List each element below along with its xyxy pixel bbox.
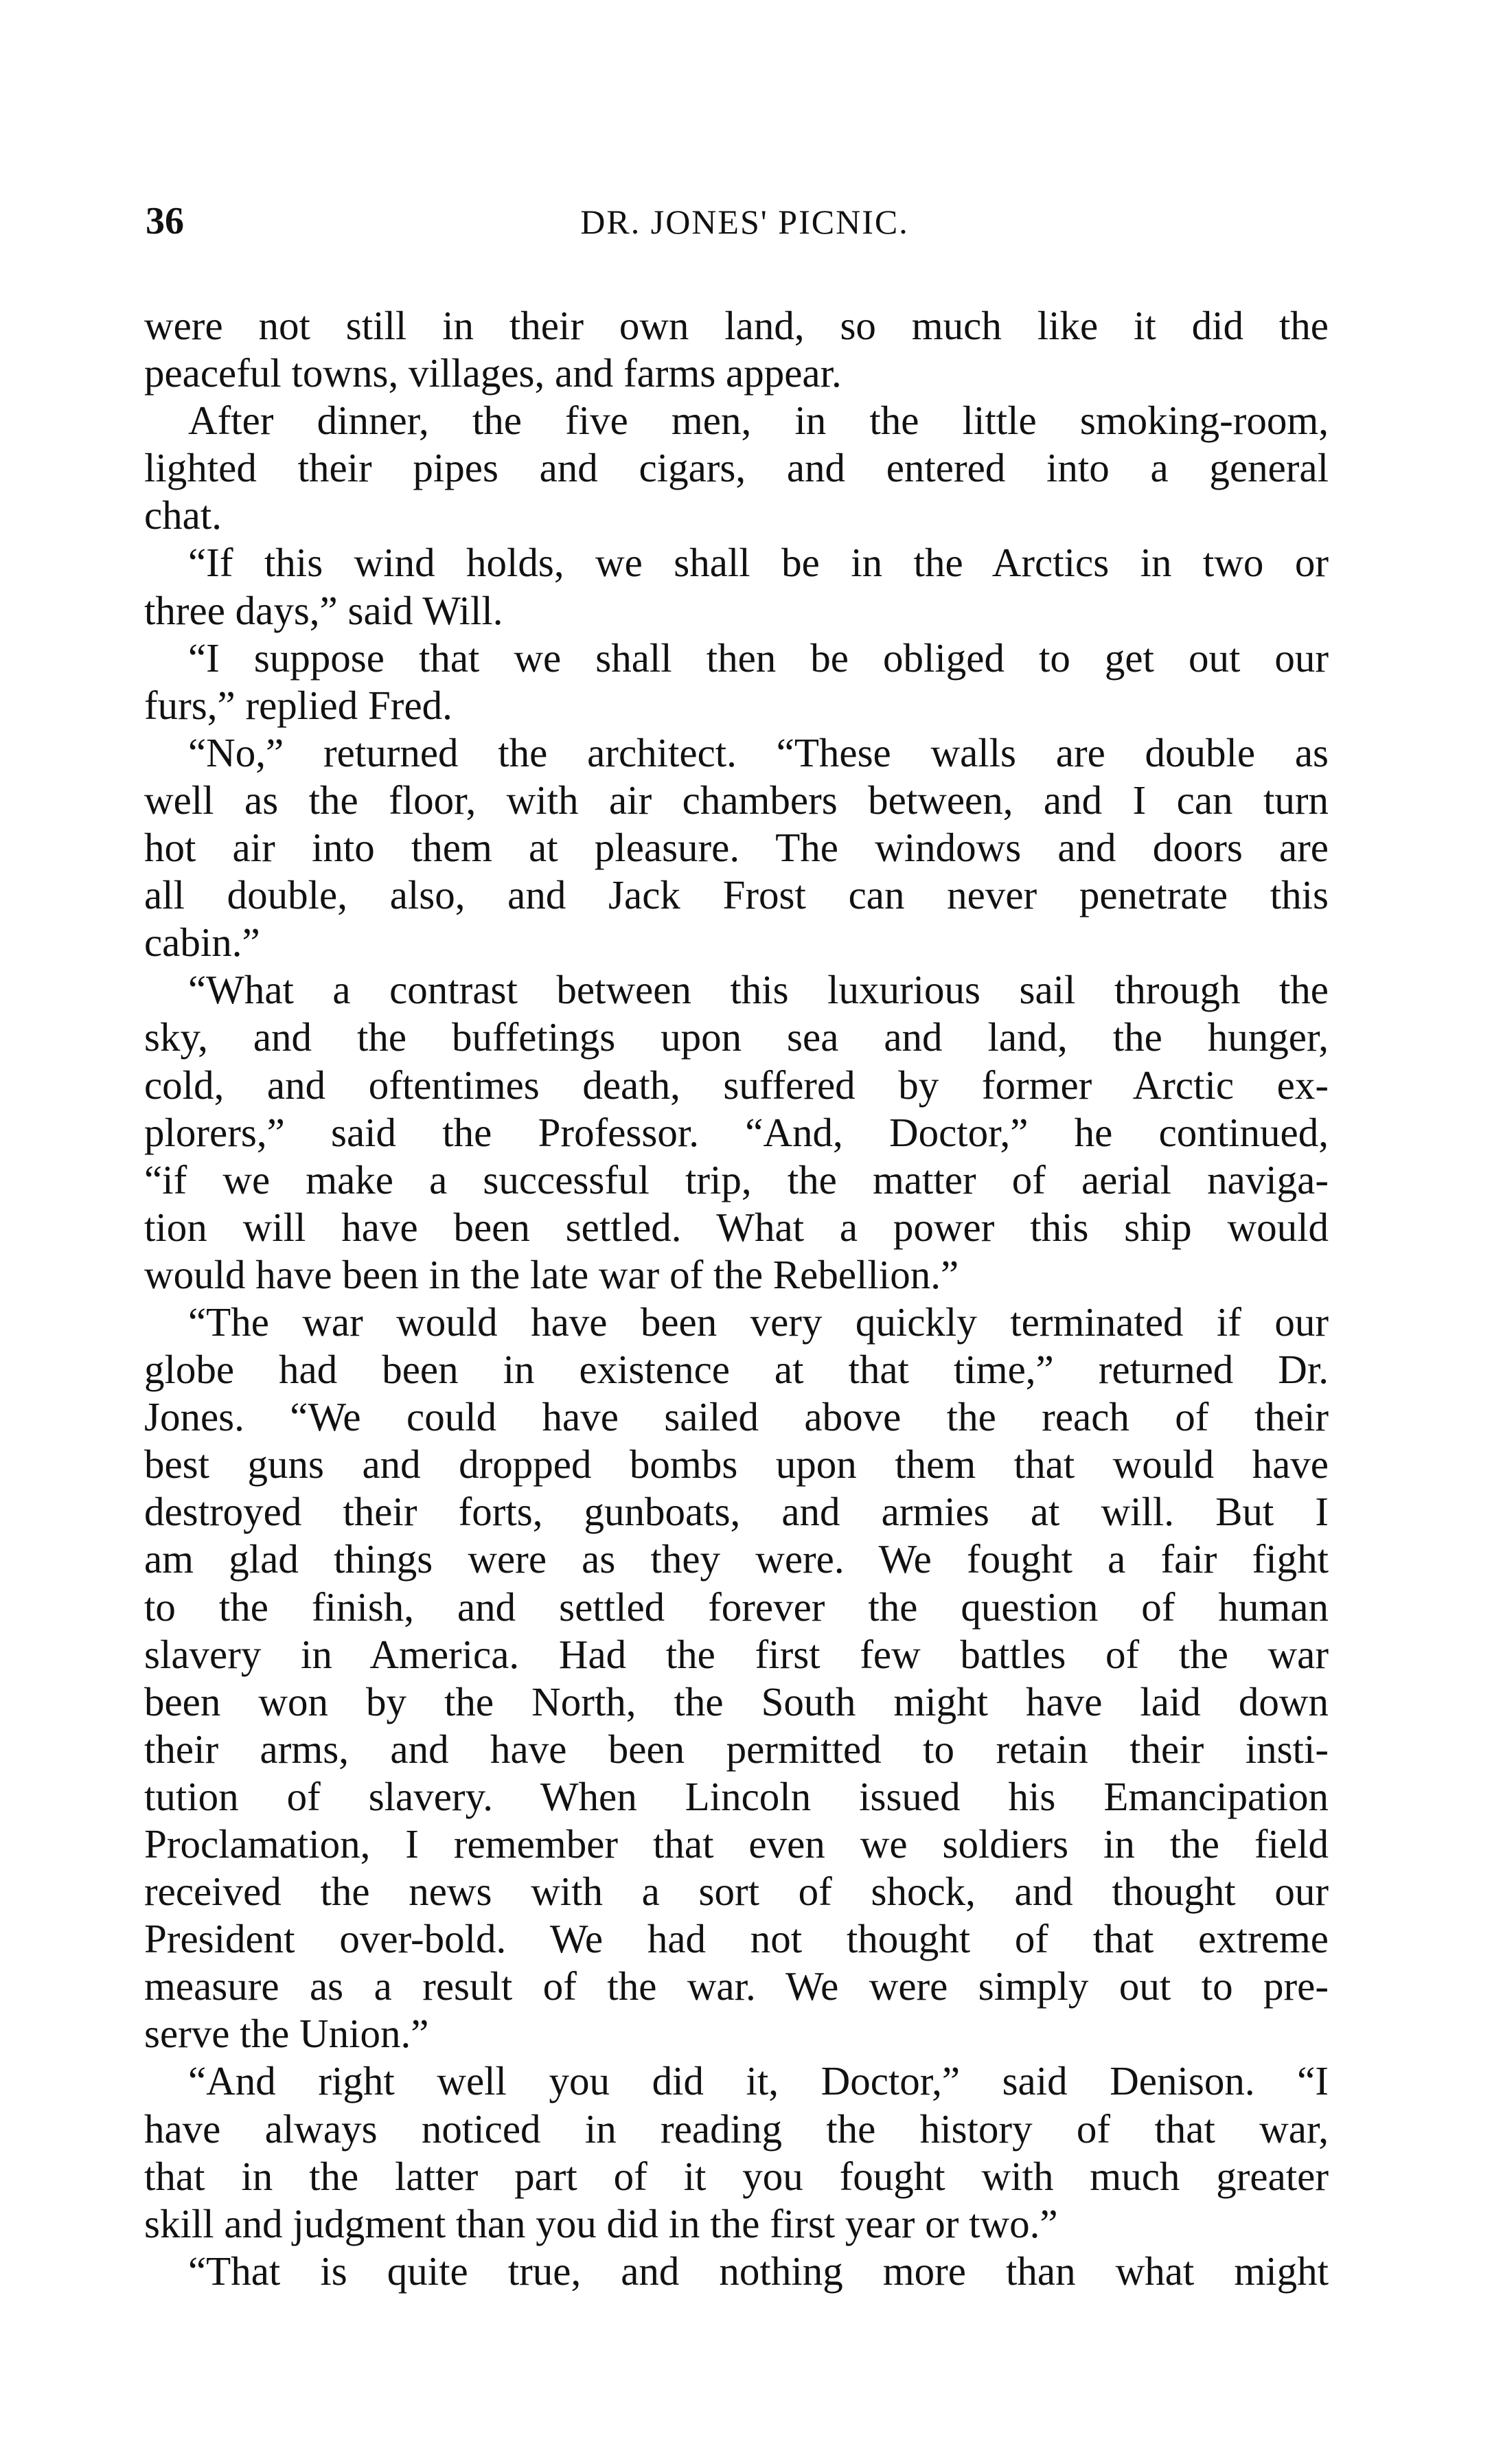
text-line: “That is quite true, and nothing more than what might xyxy=(188,2248,1329,2294)
paragraph xyxy=(144,1299,1329,2058)
text-line: “What a contrast between this luxurious sail through the xyxy=(188,967,1329,1013)
text-line: best guns and dropped bombs upon them that would have xyxy=(144,1441,1329,1487)
paragraph xyxy=(144,397,1329,539)
text-line: their arms, and have been permitted to retain their insti- xyxy=(144,1726,1329,1772)
text-line: serve the Union.” xyxy=(144,2011,429,2057)
text-line: been won by the North, the South might have laid down xyxy=(144,1678,1329,1724)
text-line: have always noticed in reading the history of that war, xyxy=(144,2106,1329,2152)
text-line: that in the latter part of it you fought with much greater xyxy=(144,2153,1329,2199)
text-line: three days,” said Will. xyxy=(144,587,503,633)
text-line: “And right well you did it, Doctor,” said Denison. “I xyxy=(188,2058,1329,2104)
running-title: DR. JONES' PICNIC. xyxy=(580,203,909,241)
text-line: all double, also, and Jack Frost can never penetrate this xyxy=(144,872,1329,918)
text-line: “if we make a successful trip, the matter of aerial naviga- xyxy=(144,1156,1329,1202)
body-text xyxy=(144,302,1329,2295)
text-line: “The war would have been very quickly terminated if our xyxy=(188,1299,1329,1345)
text-line: furs,” replied Fred. xyxy=(144,682,452,728)
text-line: were not still in their own land, so much like it did the xyxy=(144,303,1329,348)
paragraph xyxy=(144,2057,1329,2247)
paragraph xyxy=(144,635,1329,729)
text-line: “I suppose that we shall then be obliged to get out our xyxy=(188,635,1329,681)
paragraph xyxy=(144,729,1329,966)
text-line: received the news with a sort of shock, and thought our xyxy=(144,1869,1329,1915)
text-line: plorers,” said the Professor. “And, Doctor,” he continued, xyxy=(144,1109,1329,1155)
text-line: slavery in America. Had the first few battles of the war xyxy=(144,1631,1329,1677)
text-line: tion will have been settled. What a power this ship would xyxy=(144,1204,1329,1250)
text-line: cold, and oftentimes death, suffered by former Arctic ex- xyxy=(144,1062,1329,1108)
text-line: skill and judgment than you did in the first year or two.” xyxy=(144,2200,1058,2246)
text-line: am glad things were as they were. We fought a fair fight xyxy=(144,1536,1329,1582)
text-line: cabin.” xyxy=(144,920,260,966)
text-line: measure as a result of the war. We were simply out to pre- xyxy=(144,1963,1329,2009)
text-line: “If this wind holds, we shall be in the Arctics in two or xyxy=(188,540,1329,586)
text-line: to the finish, and settled forever the question of human xyxy=(144,1584,1329,1630)
page-number: 36 xyxy=(146,200,184,242)
text-line: well as the floor, with air chambers between, and I can turn xyxy=(144,777,1329,823)
text-line: President over-bold. We had not thought of that extreme xyxy=(144,1916,1329,1962)
paragraph xyxy=(144,2248,1329,2295)
text-line: “No,” returned the architect. “These walls are double as xyxy=(188,729,1329,775)
text-line: destroyed their forts, gunboats, and armies at will. But I xyxy=(144,1489,1329,1535)
page-header xyxy=(146,199,1330,254)
paragraph xyxy=(144,302,1329,397)
text-line: would have been in the late war of the Rebellion.” xyxy=(144,1251,959,1297)
paragraph xyxy=(144,966,1329,1299)
text-line: Jones. “We could have sailed above the reach of their xyxy=(144,1394,1329,1440)
text-line: hot air into them at pleasure. The windows and doors are xyxy=(144,825,1329,871)
text-line: chat. xyxy=(144,492,222,538)
paragraph xyxy=(144,539,1329,634)
text-line: globe had been in existence at that time,” returned Dr. xyxy=(144,1347,1329,1393)
text-line: After dinner, the five men, in the little smoking-room, xyxy=(188,398,1329,444)
text-line: tution of slavery. When Lincoln issued his Emancipation xyxy=(144,1773,1329,1819)
text-line: sky, and the buffetings upon sea and land, the hunger, xyxy=(144,1014,1329,1060)
text-line: peaceful towns, villages, and farms appear. xyxy=(144,350,842,396)
text-line: lighted their pipes and cigars, and entered into a general xyxy=(144,445,1329,491)
text-line: Proclamation, I remember that even we soldiers in the field xyxy=(144,1821,1329,1867)
